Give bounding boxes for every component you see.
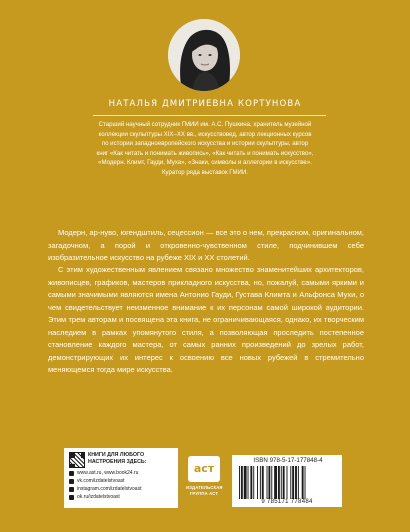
description-paragraph-2: С этим художественным явлением связано множество знаменитейших архитекторов, живописцев, графиков, мастеров прикладного искусства, но, пожалуй, самыми яркими и самыми значимыми являются имена Антонио Гауди, Густава Климта и Альфонса Мухи, о чем свидетельствует неизменное внимание к их персонам самой широкой аудитории. Этим трем авторам и посвящена эта книга, не ограничивающаяся, однако, их творческим наследием в рамках упомянутого стиля, а позволяющая проследить постепенное становление каждого мастера, от самых ранних произведений до зрелых работ, демонстрирующих их интерес к освоению все новых рубежей в стремительно меняющемся тогда мире искусства. <box>48 265 364 375</box>
link-text: www.ast.ru, www.book24.ru <box>77 470 139 476</box>
barcode-bar <box>268 466 270 499</box>
vk-link[interactable] <box>69 478 175 485</box>
barcode-bar <box>298 466 299 499</box>
barcode-icon <box>238 466 338 499</box>
barcode-bar <box>290 466 291 499</box>
publisher-label-line: ИЗДАТЕЛЬСКАЯ <box>186 485 223 490</box>
qr-code-icon <box>69 452 85 468</box>
website-link[interactable] <box>69 470 175 477</box>
author-name: НАТАЛЬЯ ДМИТРИЕВНА КОРТУНОВА <box>108 99 302 109</box>
barcode-bar <box>244 466 247 499</box>
publisher-label-line: ГРУППА АСТ <box>189 490 219 496</box>
author-portrait <box>168 19 240 91</box>
barcode-bar <box>257 466 258 499</box>
link-icon <box>69 495 74 500</box>
bio-line: книг «Как читать и понимать живопись», «Как читать и понимать искусство», <box>96 149 314 157</box>
bio-line: Старший научный сотрудник ГМИИ им. А.С. Пушкина, хранитель музейной <box>98 121 312 128</box>
barcode-bar <box>239 466 240 499</box>
barcode-bar <box>267 466 268 499</box>
barcode-bar <box>262 466 264 499</box>
barcode-bar <box>302 466 304 499</box>
barcode-bar <box>295 466 297 499</box>
publisher-logo <box>186 456 222 506</box>
instagram-link[interactable] <box>69 486 175 493</box>
isbn-barcode-box <box>232 455 342 507</box>
barcode-bar <box>278 466 280 499</box>
heading-line: НАСТРОЕНИЯ ЗДЕСЬ: <box>88 459 147 465</box>
heading-line: КНИГИ ДЛЯ ЛЮБОГО <box>88 452 145 458</box>
description-paragraph-1: Модерн, ар-нуво, югендштиль, сецессион — все это о нем, прекрасном, оригинальном, загадочном, а порой и откровенно-чувственном стиле, подчинившем себе изобразительное искусство на рубеже XIX и XX столетий. <box>48 228 364 263</box>
barcode-bar <box>274 466 277 499</box>
link-text: vk.com/izdatelstvoast <box>77 478 125 484</box>
bio-line: Куратор ряда выставок ГМИИ. <box>161 168 248 176</box>
barcode-bar <box>281 466 282 499</box>
barcode-bar <box>292 466 294 499</box>
ast-logo-mark <box>188 456 220 482</box>
link-icon <box>69 487 74 492</box>
divider-line <box>93 115 326 116</box>
barcode-bar <box>250 466 252 499</box>
link-icon <box>69 479 74 484</box>
ok-link[interactable] <box>69 494 175 501</box>
link-text: instagram.com/izdatelstvoast <box>77 486 142 492</box>
isbn-number: ISBN 978-5-17-177848-4 <box>253 457 323 464</box>
link-text: ok.ru/izdatelstvoast <box>77 494 120 500</box>
publisher-label <box>186 485 222 496</box>
barcode-bar <box>241 466 243 499</box>
portrait-photo-icon <box>168 19 240 91</box>
barcode-bar <box>287 466 288 499</box>
barcode-bar <box>260 466 261 499</box>
author-bio <box>86 120 324 177</box>
barcode-bar <box>248 466 249 499</box>
logo-text: аст <box>193 462 215 475</box>
bio-line: коллекции скульптуры XIX–XX вв., искусствовед, автор лекционных курсов <box>98 130 312 138</box>
link-icon <box>69 471 74 476</box>
online-store-heading <box>88 452 176 466</box>
online-store-box <box>64 448 178 508</box>
barcode-bar <box>253 466 254 499</box>
barcode-bar <box>283 466 285 499</box>
bio-line: по истории западноевропейского искусства и истории скульптуры, автор <box>101 140 309 147</box>
bio-line: «Модерн. Климт, Гауди, Муха», «Знаки, символы и аллегории в искусстве». <box>98 159 312 166</box>
barcode-bar <box>271 466 272 499</box>
barcode-bar <box>305 466 306 499</box>
barcode-digits: 9 785171 778484 <box>261 499 313 505</box>
